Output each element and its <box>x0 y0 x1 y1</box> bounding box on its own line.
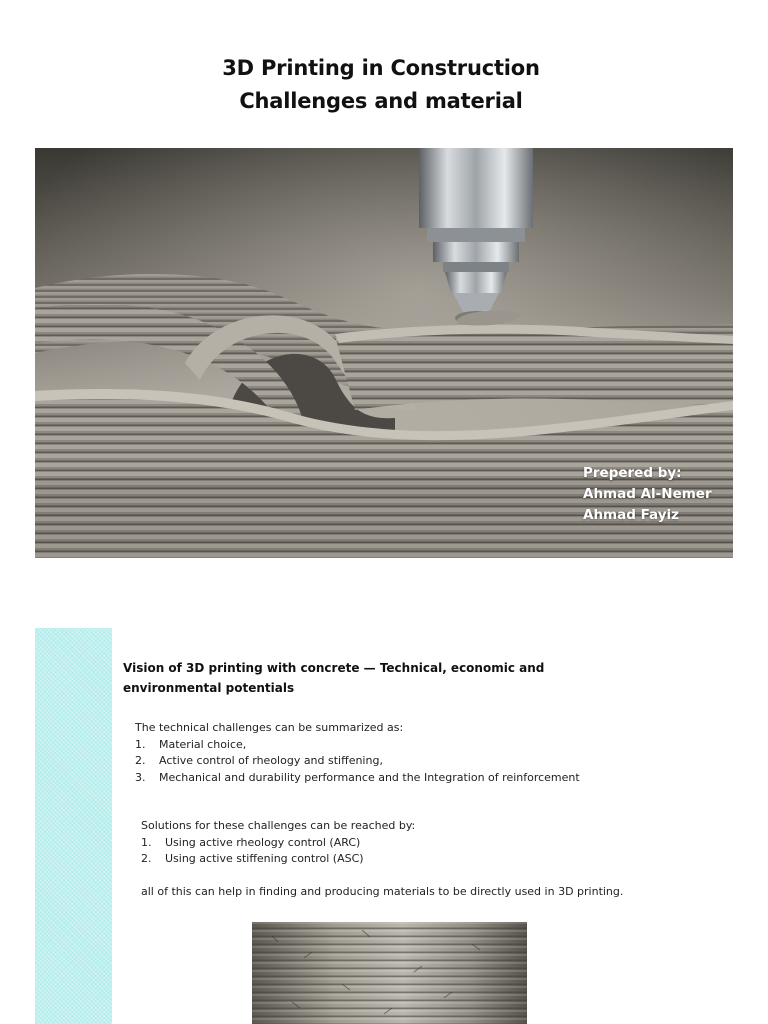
slide-title-line1: 3D Printing in Construction <box>222 56 540 80</box>
challenges-section <box>135 720 695 786</box>
author-name-1: Ahmad Al-Nemer <box>583 486 712 502</box>
list-item-text: Using active rheology control (ARC) <box>165 835 361 849</box>
challenges-intro: The technical challenges can be summarized as: <box>135 721 404 734</box>
list-number: 1. <box>135 737 146 751</box>
list-number: 1. <box>141 835 152 849</box>
slide-heading <box>123 658 563 698</box>
list-item-text: Active control of rheology and stiffening, <box>159 754 383 767</box>
list-item <box>135 737 695 754</box>
author-name-2: Ahmad Fayiz <box>583 507 680 523</box>
closing-statement: all of this can help in finding and producing materials to be directly used in 3D printing. <box>141 885 624 898</box>
list-item <box>141 835 641 852</box>
list-number: 2. <box>135 754 146 767</box>
solutions-intro: Solutions for these challenges can be reached by: <box>141 819 416 832</box>
solutions-list <box>141 835 641 868</box>
solutions-section <box>141 818 641 868</box>
list-item <box>135 753 695 770</box>
list-item <box>135 770 695 787</box>
credits <box>583 463 712 526</box>
slide-title-line2: Challenges and material <box>239 89 523 113</box>
list-item <box>141 851 641 868</box>
slide-title <box>0 52 762 118</box>
slide-heading-line2: environmental potentials <box>123 681 295 695</box>
list-number: 2. <box>141 852 152 865</box>
list-item-text: Mechanical and durability performance and the Integration of reinforcement <box>159 770 580 784</box>
content-slide <box>0 628 768 1024</box>
list-item-text: Using active stiffening control (ASC) <box>165 852 364 865</box>
decorative-side-strip <box>35 628 112 1024</box>
list-item-text: Material choice, <box>159 737 247 751</box>
challenges-list <box>135 737 695 787</box>
credits-label: Prepered by: <box>583 465 682 481</box>
list-number: 3. <box>135 770 146 784</box>
printed-column-photo <box>252 922 527 1024</box>
slide-heading-line1: Vision of 3D printing with concrete — Technical, economic and <box>123 661 545 675</box>
